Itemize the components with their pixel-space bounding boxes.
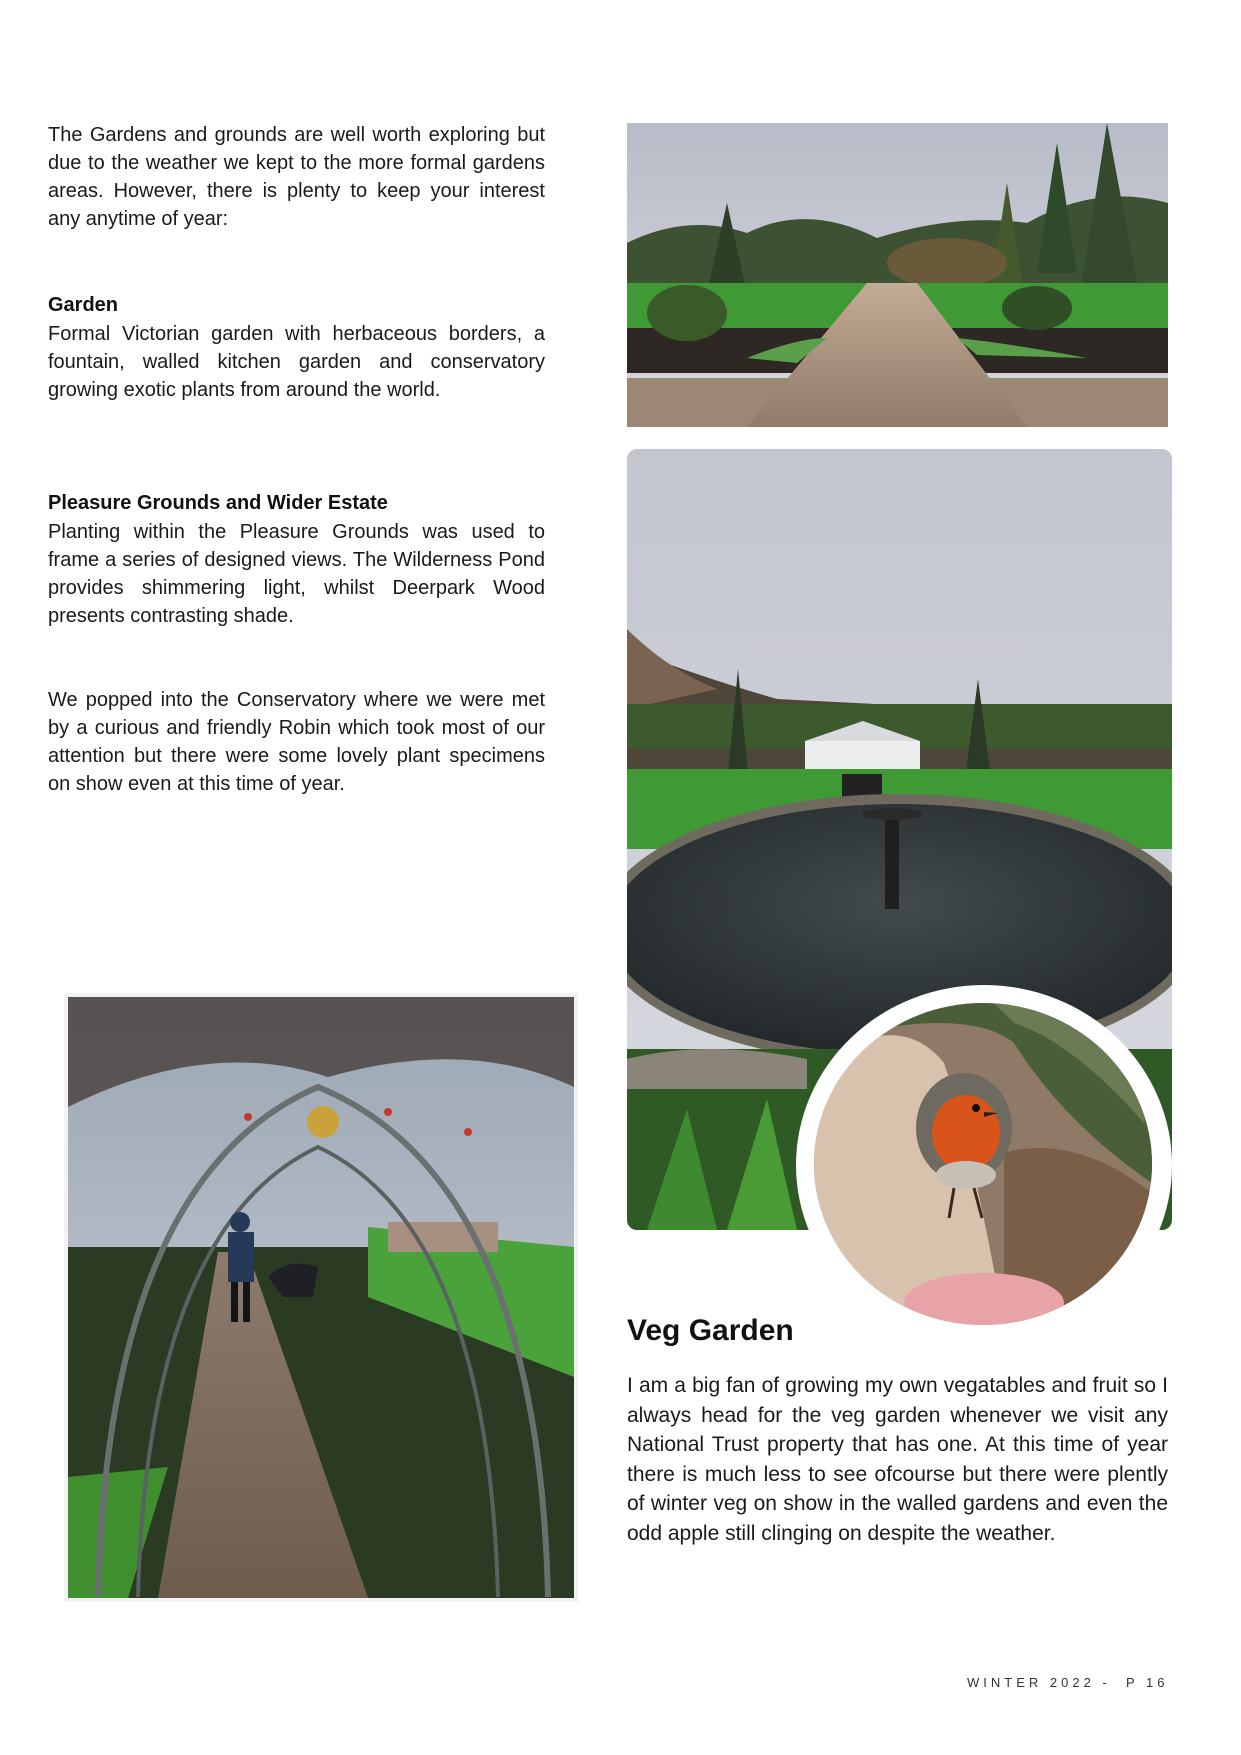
pleasure-grounds-heading: Pleasure Grounds and Wider Estate <box>48 492 388 514</box>
garden-paragraph: Formal Victorian garden with herbaceous borders, a fountain, walled kitchen garden and conservatory growing exotic plants from around the world. <box>48 323 545 401</box>
robin-photo-circle <box>796 985 1172 1345</box>
formal-garden-photo <box>627 123 1168 427</box>
arched-walkway-photo <box>68 997 574 1598</box>
veg-garden-paragraph: I am a big fan of growing my own vegatables and fruit so I always head for the veg garden whenever we visit any National Trust property that has one. At this time of year there is much less to see ofcourse but there were plently of winter veg on show in the walled gardens and even the odd apple still clinging on despite the weather. <box>627 1374 1168 1545</box>
garden-heading: Garden <box>48 294 119 316</box>
page-footer: WINTER 2022 - P 16 <box>967 1675 1169 1690</box>
intro-paragraph: The Gardens and grounds are well worth exploring but due to the weather we kept to the more formal gardens areas. However, there is plenty to keep your interest any anytime of year: <box>48 124 545 230</box>
veg-garden-heading: Veg Garden <box>627 1314 794 1347</box>
pleasure-grounds-paragraph: Planting within the Pleasure Grounds was used to frame a series of designed views. The Wilderness Pond provides shimmering light, whilst Deerpark Wood presents contrasting shade. <box>48 521 545 627</box>
conservatory-paragraph: We popped into the Conservatory where we were met by a curious and friendly Robin which took most of our attention but there were some lovely plant specimens on show even at this time of year. <box>48 689 545 795</box>
